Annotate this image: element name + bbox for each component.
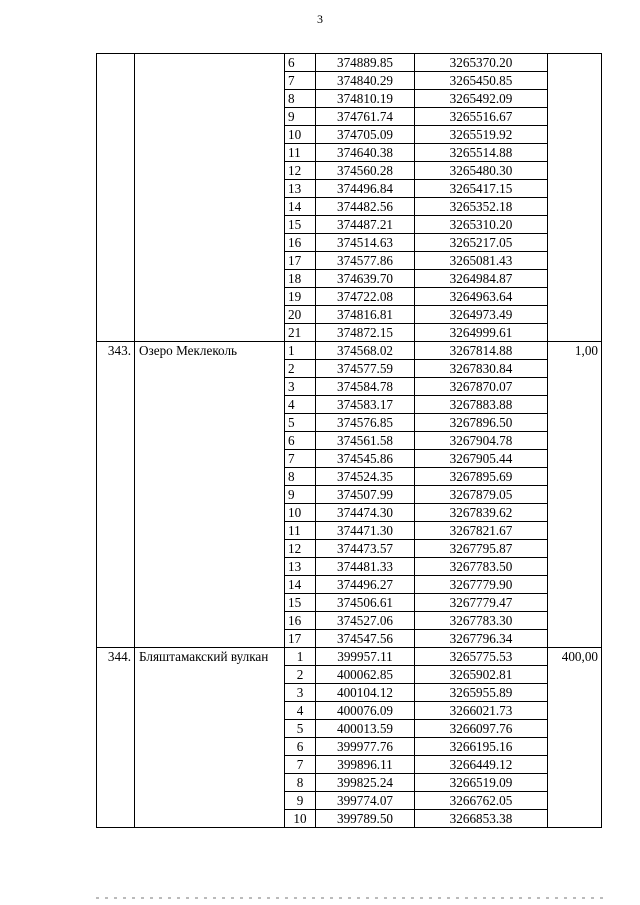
coordinate-y: 3264984.87 xyxy=(415,270,548,288)
coordinate-y: 3265352.18 xyxy=(415,198,548,216)
coordinate-x: 374568.02 xyxy=(316,342,415,360)
point-number: 10 xyxy=(285,810,316,828)
coordinate-x: 374840.29 xyxy=(316,72,415,90)
coordinate-y: 3264999.61 xyxy=(415,324,548,342)
coordinate-y: 3266853.38 xyxy=(415,810,548,828)
point-number: 14 xyxy=(285,576,316,594)
point-number: 21 xyxy=(285,324,316,342)
coordinate-y: 3267904.78 xyxy=(415,432,548,450)
coordinates-table xyxy=(96,53,602,828)
coordinate-y: 3265902.81 xyxy=(415,666,548,684)
coordinate-x: 374545.86 xyxy=(316,450,415,468)
point-number: 9 xyxy=(285,108,316,126)
point-number: 10 xyxy=(285,126,316,144)
coordinate-y: 3267796.34 xyxy=(415,630,548,648)
object-number: 343. xyxy=(97,342,135,648)
point-number: 16 xyxy=(285,234,316,252)
coordinate-y: 3265081.43 xyxy=(415,252,548,270)
point-number: 14 xyxy=(285,198,316,216)
coordinate-x: 399957.11 xyxy=(316,648,415,666)
point-number: 2 xyxy=(285,360,316,378)
coordinate-x: 400076.09 xyxy=(316,702,415,720)
point-number: 3 xyxy=(285,378,316,396)
coordinate-y: 3267883.88 xyxy=(415,396,548,414)
point-number: 7 xyxy=(285,450,316,468)
coordinate-x: 374487.21 xyxy=(316,216,415,234)
coordinate-y: 3267870.07 xyxy=(415,378,548,396)
object-name: Бляштамакский вулкан xyxy=(135,648,285,828)
coordinate-y: 3265492.09 xyxy=(415,90,548,108)
coordinate-y: 3267821.67 xyxy=(415,522,548,540)
coordinate-y: 3265310.20 xyxy=(415,216,548,234)
coordinate-x: 374889.85 xyxy=(316,54,415,72)
point-number: 8 xyxy=(285,468,316,486)
coordinate-x: 374577.59 xyxy=(316,360,415,378)
footer-text-faint xyxy=(96,897,608,899)
coordinate-x: 374506.61 xyxy=(316,594,415,612)
coordinate-y: 3264963.64 xyxy=(415,288,548,306)
coordinate-y: 3267830.84 xyxy=(415,360,548,378)
coordinate-y: 3267779.90 xyxy=(415,576,548,594)
coordinate-x: 374527.06 xyxy=(316,612,415,630)
coordinate-x: 400104.12 xyxy=(316,684,415,702)
coordinate-x: 374577.86 xyxy=(316,252,415,270)
coordinate-x: 374482.56 xyxy=(316,198,415,216)
coordinate-x: 399825.24 xyxy=(316,774,415,792)
coordinate-y: 3266195.16 xyxy=(415,738,548,756)
coordinate-y: 3265480.30 xyxy=(415,162,548,180)
point-number: 12 xyxy=(285,162,316,180)
coordinate-y: 3265955.89 xyxy=(415,684,548,702)
point-number: 8 xyxy=(285,774,316,792)
object-area: 400,00 xyxy=(548,648,602,828)
coordinate-x: 374576.85 xyxy=(316,414,415,432)
point-number: 20 xyxy=(285,306,316,324)
coordinate-x: 374473.57 xyxy=(316,540,415,558)
coordinate-y: 3265370.20 xyxy=(415,54,548,72)
coordinate-y: 3267896.50 xyxy=(415,414,548,432)
coordinate-x: 374705.09 xyxy=(316,126,415,144)
coordinate-y: 3267814.88 xyxy=(415,342,548,360)
coordinate-x: 374471.30 xyxy=(316,522,415,540)
coordinate-x: 400013.59 xyxy=(316,720,415,738)
coordinate-x: 374816.81 xyxy=(316,306,415,324)
coordinate-y: 3267879.05 xyxy=(415,486,548,504)
point-number: 12 xyxy=(285,540,316,558)
point-number: 6 xyxy=(285,738,316,756)
coordinate-y: 3267783.50 xyxy=(415,558,548,576)
point-number: 6 xyxy=(285,432,316,450)
coordinate-x: 400062.85 xyxy=(316,666,415,684)
point-number: 1 xyxy=(285,342,316,360)
point-number: 15 xyxy=(285,594,316,612)
point-number: 19 xyxy=(285,288,316,306)
point-number: 13 xyxy=(285,558,316,576)
object-name xyxy=(135,54,285,342)
coordinate-x: 374547.56 xyxy=(316,630,415,648)
coordinate-y: 3265775.53 xyxy=(415,648,548,666)
point-number: 18 xyxy=(285,270,316,288)
coordinate-y: 3266021.73 xyxy=(415,702,548,720)
coordinate-y: 3267905.44 xyxy=(415,450,548,468)
coordinate-y: 3267795.87 xyxy=(415,540,548,558)
object-area xyxy=(548,54,602,342)
coordinate-y: 3266762.05 xyxy=(415,792,548,810)
coordinate-x: 399789.50 xyxy=(316,810,415,828)
coordinate-y: 3265514.88 xyxy=(415,144,548,162)
coordinate-x: 399977.76 xyxy=(316,738,415,756)
coordinate-x: 374872.15 xyxy=(316,324,415,342)
point-number: 5 xyxy=(285,720,316,738)
point-number: 11 xyxy=(285,144,316,162)
point-number: 5 xyxy=(285,414,316,432)
point-number: 1 xyxy=(285,648,316,666)
point-number: 17 xyxy=(285,252,316,270)
point-number: 4 xyxy=(285,702,316,720)
coordinate-x: 374583.17 xyxy=(316,396,415,414)
table-row xyxy=(97,54,602,72)
coordinate-y: 3265217.05 xyxy=(415,234,548,252)
point-number: 6 xyxy=(285,54,316,72)
point-number: 7 xyxy=(285,72,316,90)
coordinate-x: 374561.58 xyxy=(316,432,415,450)
coordinate-x: 399774.07 xyxy=(316,792,415,810)
coordinate-x: 374496.27 xyxy=(316,576,415,594)
coordinate-x: 374474.30 xyxy=(316,504,415,522)
object-area: 1,00 xyxy=(548,342,602,648)
point-number: 8 xyxy=(285,90,316,108)
point-number: 3 xyxy=(285,684,316,702)
coordinate-x: 374722.08 xyxy=(316,288,415,306)
coordinate-y: 3266097.76 xyxy=(415,720,548,738)
point-number: 16 xyxy=(285,612,316,630)
coordinate-y: 3266449.12 xyxy=(415,756,548,774)
point-number: 4 xyxy=(285,396,316,414)
coordinate-x: 374584.78 xyxy=(316,378,415,396)
coordinate-x: 374560.28 xyxy=(316,162,415,180)
point-number: 17 xyxy=(285,630,316,648)
coordinate-y: 3264973.49 xyxy=(415,306,548,324)
coordinate-y: 3266519.09 xyxy=(415,774,548,792)
table-row xyxy=(97,342,602,360)
coordinate-x: 374640.38 xyxy=(316,144,415,162)
coordinate-y: 3267895.69 xyxy=(415,468,548,486)
table-row xyxy=(97,648,602,666)
coordinate-x: 374481.33 xyxy=(316,558,415,576)
point-number: 10 xyxy=(285,504,316,522)
coordinate-y: 3265450.85 xyxy=(415,72,548,90)
coordinate-x: 374514.63 xyxy=(316,234,415,252)
point-number: 11 xyxy=(285,522,316,540)
point-number: 9 xyxy=(285,792,316,810)
coordinate-x: 374810.19 xyxy=(316,90,415,108)
coordinate-y: 3265417.15 xyxy=(415,180,548,198)
point-number: 13 xyxy=(285,180,316,198)
point-number: 15 xyxy=(285,216,316,234)
coordinate-x: 374496.84 xyxy=(316,180,415,198)
point-number: 7 xyxy=(285,756,316,774)
point-number: 2 xyxy=(285,666,316,684)
coordinate-y: 3265519.92 xyxy=(415,126,548,144)
coordinate-x: 399896.11 xyxy=(316,756,415,774)
object-number: 344. xyxy=(97,648,135,828)
page-number: 3 xyxy=(317,12,323,26)
coordinate-x: 374524.35 xyxy=(316,468,415,486)
coordinate-x: 374507.99 xyxy=(316,486,415,504)
object-name: Озеро Меклеколь xyxy=(135,342,285,648)
coordinate-y: 3267779.47 xyxy=(415,594,548,612)
coordinate-x: 374639.70 xyxy=(316,270,415,288)
coordinate-y: 3267783.30 xyxy=(415,612,548,630)
coordinate-y: 3267839.62 xyxy=(415,504,548,522)
object-number xyxy=(97,54,135,342)
coordinate-x: 374761.74 xyxy=(316,108,415,126)
point-number: 9 xyxy=(285,486,316,504)
coordinate-y: 3265516.67 xyxy=(415,108,548,126)
